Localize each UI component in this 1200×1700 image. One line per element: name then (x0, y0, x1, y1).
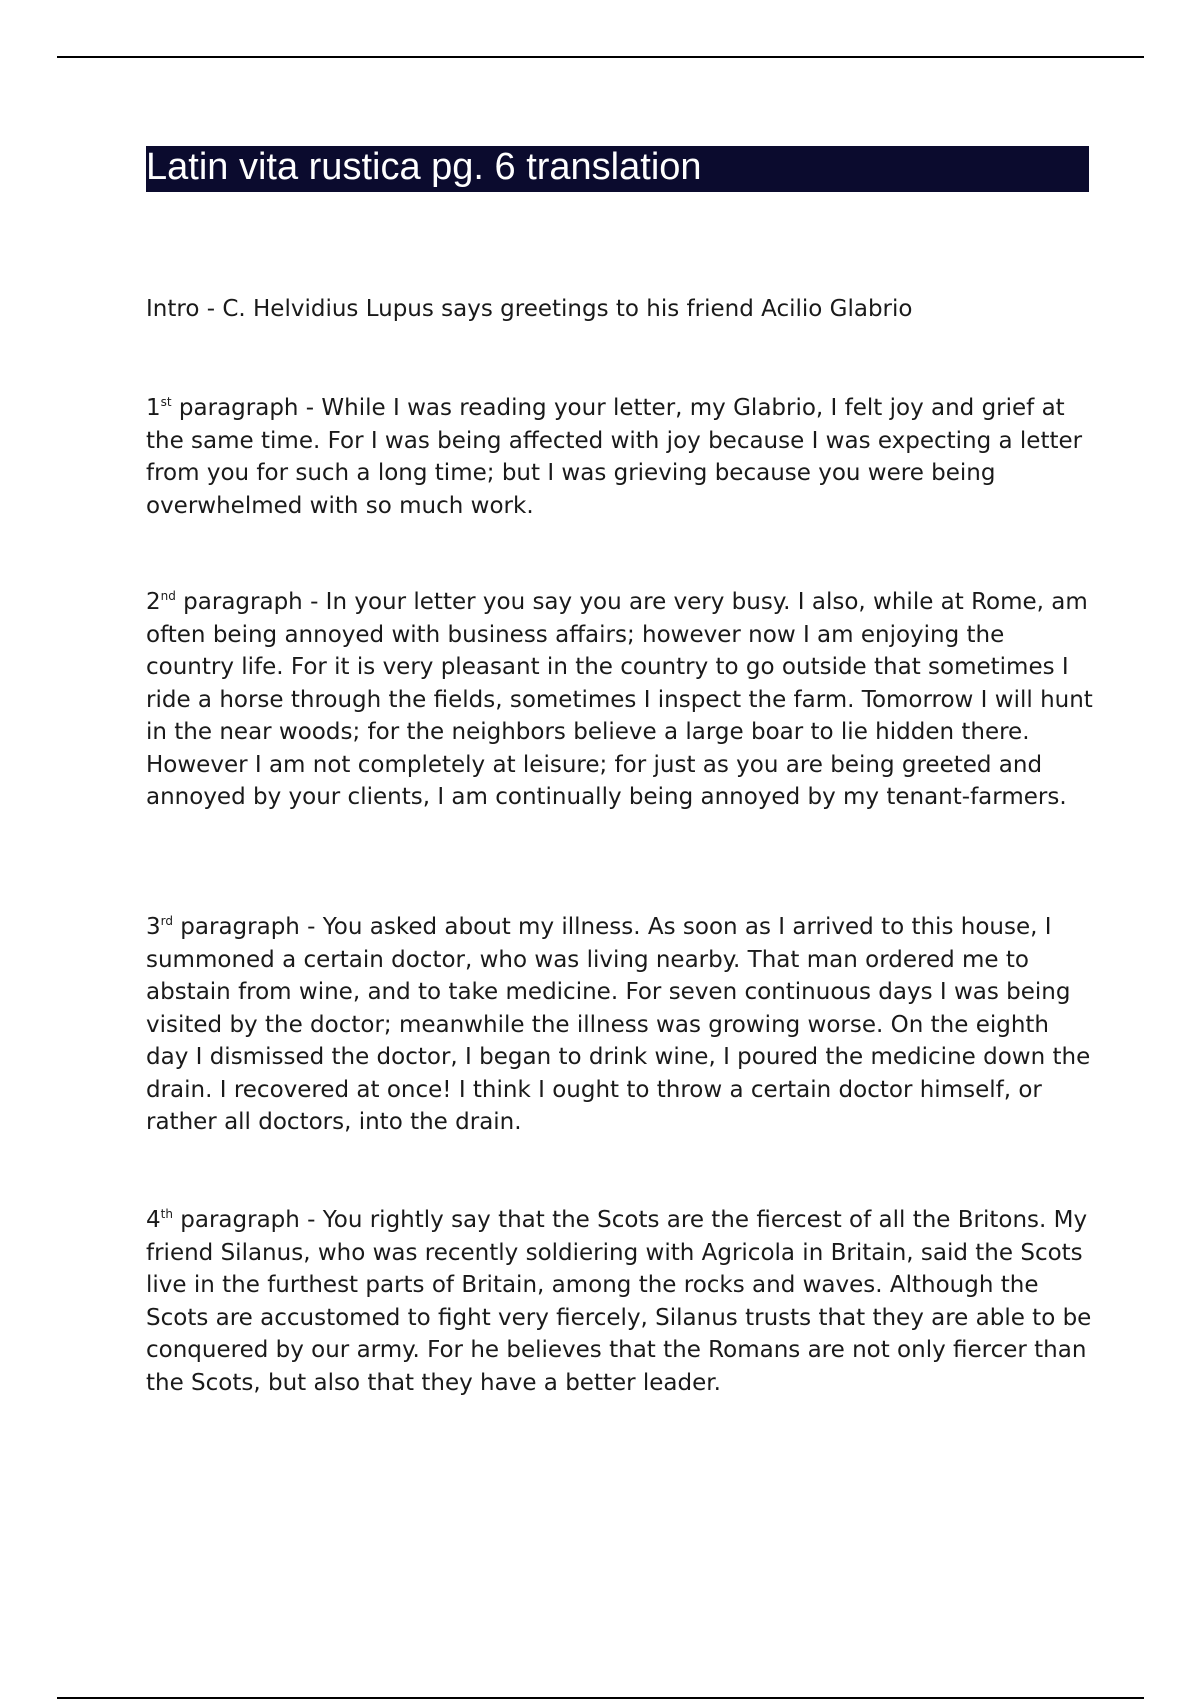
ordinal-suffix: rd (160, 914, 173, 928)
paragraph-label: paragraph (171, 395, 299, 421)
paragraph-1 (146, 392, 1096, 522)
intro-paragraph (146, 293, 1096, 326)
paragraph-text: - You asked about my illness. As soon as I arrived to this house, I summoned a certain doctor, who was living nearby. That man ordered me to abstain from wine, and to take medicine. For seven continuous days I was being visited by the doctor; meanwhile the illness was growing worse. On the eighth day I dismissed the doctor, I began to drink wine, I poured the medicine down the drain. I recovered at once! I think I ought to throw a certain doctor himself, or rather all doctors, into the drain. (146, 914, 1091, 1135)
intro-label: Intro (146, 296, 200, 322)
paragraph-label: paragraph (175, 589, 303, 615)
paragraph-text: - While I was reading your letter, my Glabrio, I felt joy and grief at the same time. For I was being affected with joy because I was expecting a letter from you for such a long time; but I was grieving because you were being overwhelmed with so much work. (146, 395, 1083, 519)
document-title: Latin vita rustica pg. 6 translation (146, 146, 702, 188)
paragraph-2 (146, 586, 1096, 814)
title-banner (146, 146, 1089, 192)
paragraph-text: - You rightly say that the Scots are the fiercest of all the Britons. My friend Silanus, who was recently soldiering with Agricola in Britain, said the Scots live in the furthest parts of Britain, among the rocks and waves. Although the Scots are accustomed to fight very fiercely, Silanus trusts that they are able to be conquered by our army. For he believes that the Romans are not only fiercer than the Scots, but also that they have a better leader. (146, 1207, 1092, 1396)
paragraph-label: paragraph (172, 1207, 300, 1233)
paragraph-3 (146, 911, 1096, 1139)
ordinal-suffix: nd (160, 589, 176, 603)
intro-text: - C. Helvidius Lupus says greetings to his friend Acilio Glabrio (199, 296, 913, 322)
top-divider (57, 56, 1144, 58)
paragraph-text: - In your letter you say you are very busy. I also, while at Rome, am often being annoyed with business affairs; however now I am enjoying the country life. For it is very pleasant in the country to go outside that sometimes I ride a horse through the fields, sometimes I inspect the farm. Tomorrow I will hunt in the near woods; for the neighbors believe a large boar to lie hidden there. However I am not completely at leisure; for just as you are being greeted and annoyed by your clients, I am continually being annoyed by my tenant-farmers. (146, 589, 1093, 810)
paragraph-label: paragraph (172, 914, 300, 940)
ordinal-suffix: th (160, 1207, 173, 1221)
paragraph-number: 3 (146, 914, 161, 940)
paragraph-4 (146, 1204, 1096, 1399)
paragraph-number: 4 (146, 1207, 161, 1233)
ordinal-suffix: st (160, 395, 172, 409)
paragraph-number: 1 (146, 395, 161, 421)
bottom-divider (57, 1697, 1144, 1699)
paragraph-number: 2 (146, 589, 161, 615)
